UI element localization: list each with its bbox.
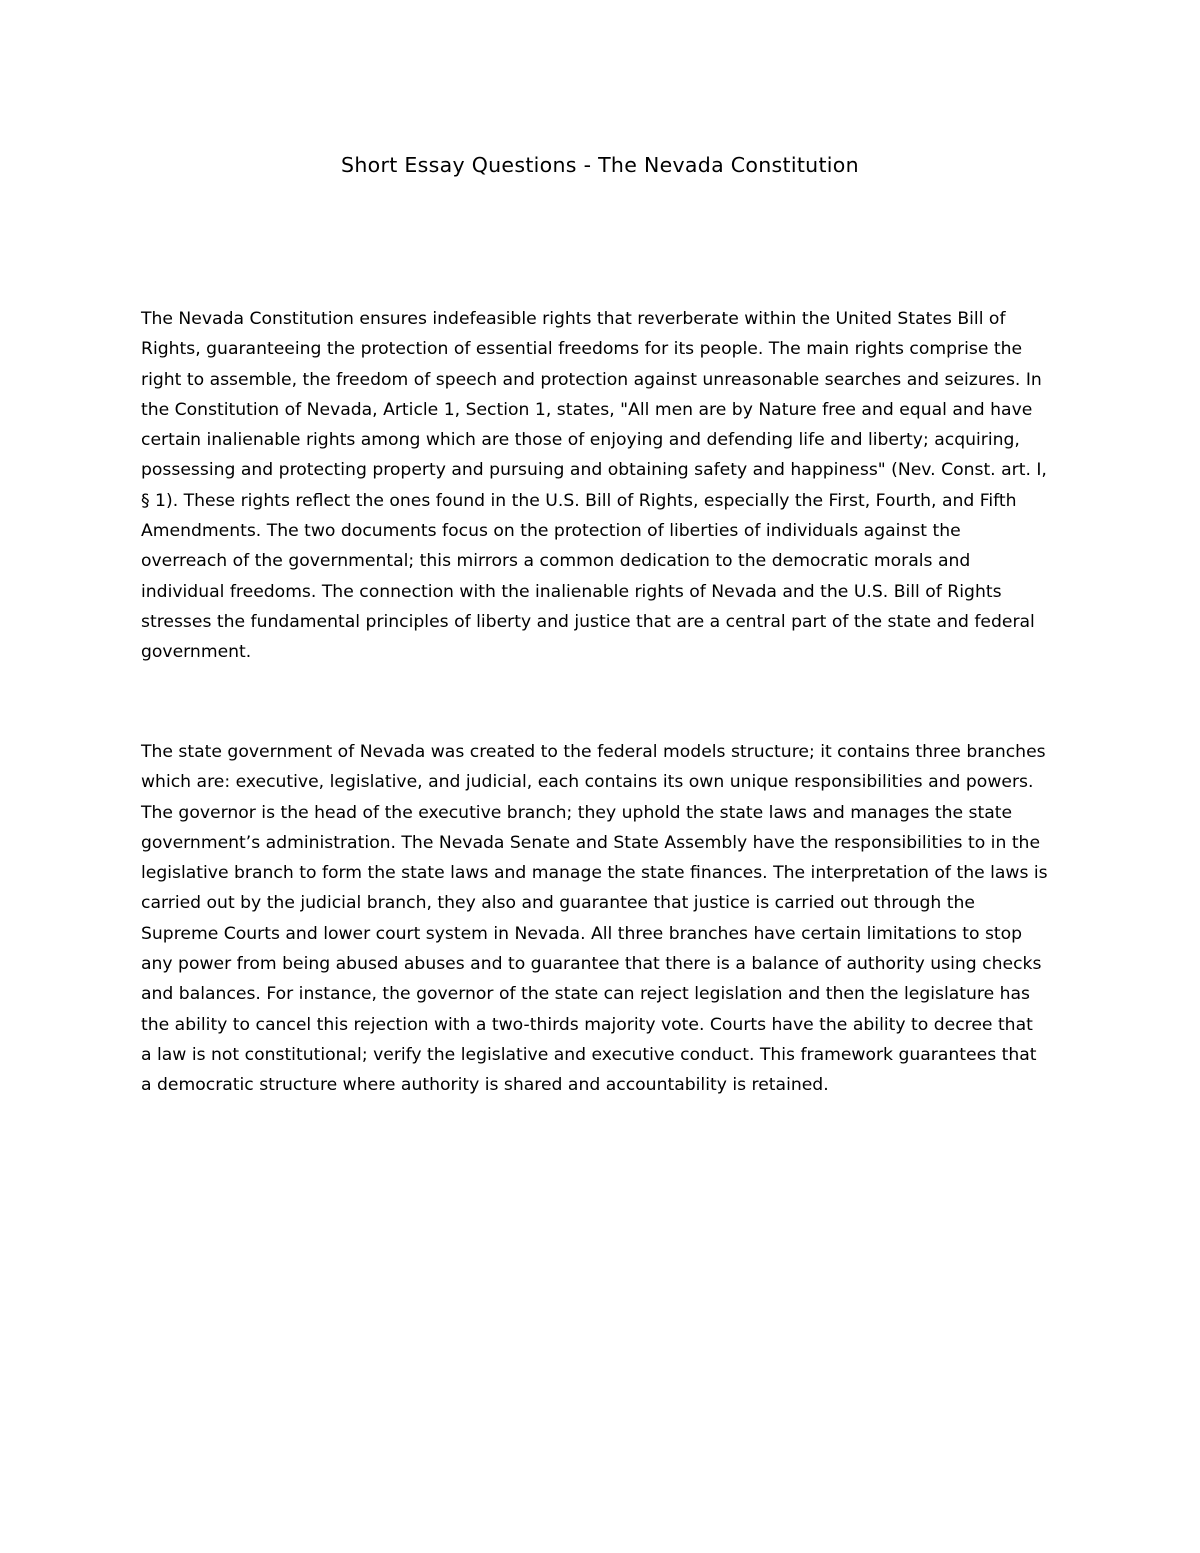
text-line: Amendments. The two documents focus on the protection of liberties of individuals against the xyxy=(141,521,961,542)
text-line: The governor is the head of the executive branch; they uphold the state laws and manages the state xyxy=(141,802,1013,823)
text-line: right to assemble, the freedom of speech and protection against unreasonable searches and seizures. In xyxy=(141,369,1042,390)
text-line: § 1). These rights reflect the ones found in the U.S. Bill of Rights, especially the First, Fourth, and Fifth xyxy=(141,490,1017,511)
text-line: and balances. For instance, the governor of the state can reject legislation and then the legislature has xyxy=(141,984,1031,1005)
text-line: the ability to cancel this rejection with a two-thirds majority vote. Courts have the ability to decree that xyxy=(141,1014,1033,1035)
text-line: any power from being abused abuses and to guarantee that there is a balance of authority using checks xyxy=(141,954,1042,975)
paragraph-rights xyxy=(141,304,1076,668)
document-title: Short Essay Questions - The Nevada Constitution xyxy=(341,153,859,177)
text-line: a law is not constitutional; verify the legislative and executive conduct. This framework guarantees that xyxy=(141,1044,1037,1065)
text-line: legislative branch to form the state laws and manage the state finances. The interpretation of the laws is xyxy=(141,863,1048,884)
text-line: carried out by the judicial branch, they also and guarantee that justice is carried out through the xyxy=(141,893,975,914)
paragraph-government xyxy=(141,737,1076,1101)
text-line: which are: executive, legislative, and judicial, each contains its own unique responsibilities and powers. xyxy=(141,772,1034,793)
text-line: government’s administration. The Nevada Senate and State Assembly have the responsibilities to in the xyxy=(141,832,1041,853)
text-line: The state government of Nevada was created to the federal models structure; it contains three branches xyxy=(141,742,1046,762)
text-line: The Nevada Constitution ensures indefeasible rights that reverberate within the United States Bill of xyxy=(141,309,1006,329)
text-line: Supreme Courts and lower court system in Nevada. All three branches have certain limitations to stop xyxy=(141,923,1023,944)
text-line: stresses the fundamental principles of liberty and justice that are a central part of the state and federal xyxy=(141,611,1035,632)
text-line: individual freedoms. The connection with the inalienable rights of Nevada and the U.S. Bill of Rights xyxy=(141,581,1002,602)
text-line: government. xyxy=(141,642,252,663)
text-line: certain inalienable rights among which are those of enjoying and defending life and liberty; acquiring, xyxy=(141,430,1020,451)
text-line: the Constitution of Nevada, Article 1, Section 1, states, "All men are by Nature free and equal and have xyxy=(141,399,1033,420)
text-line: overreach of the governmental; this mirrors a common dedication to the democratic morals and xyxy=(141,551,971,572)
text-line: Rights, guaranteeing the protection of essential freedoms for its people. The main rights comprise the xyxy=(141,339,1023,360)
text-line: possessing and protecting property and pursuing and obtaining safety and happiness" (Nev. Const. art. I, xyxy=(141,460,1047,481)
text-line: a democratic structure where authority is shared and accountability is retained. xyxy=(141,1075,829,1096)
